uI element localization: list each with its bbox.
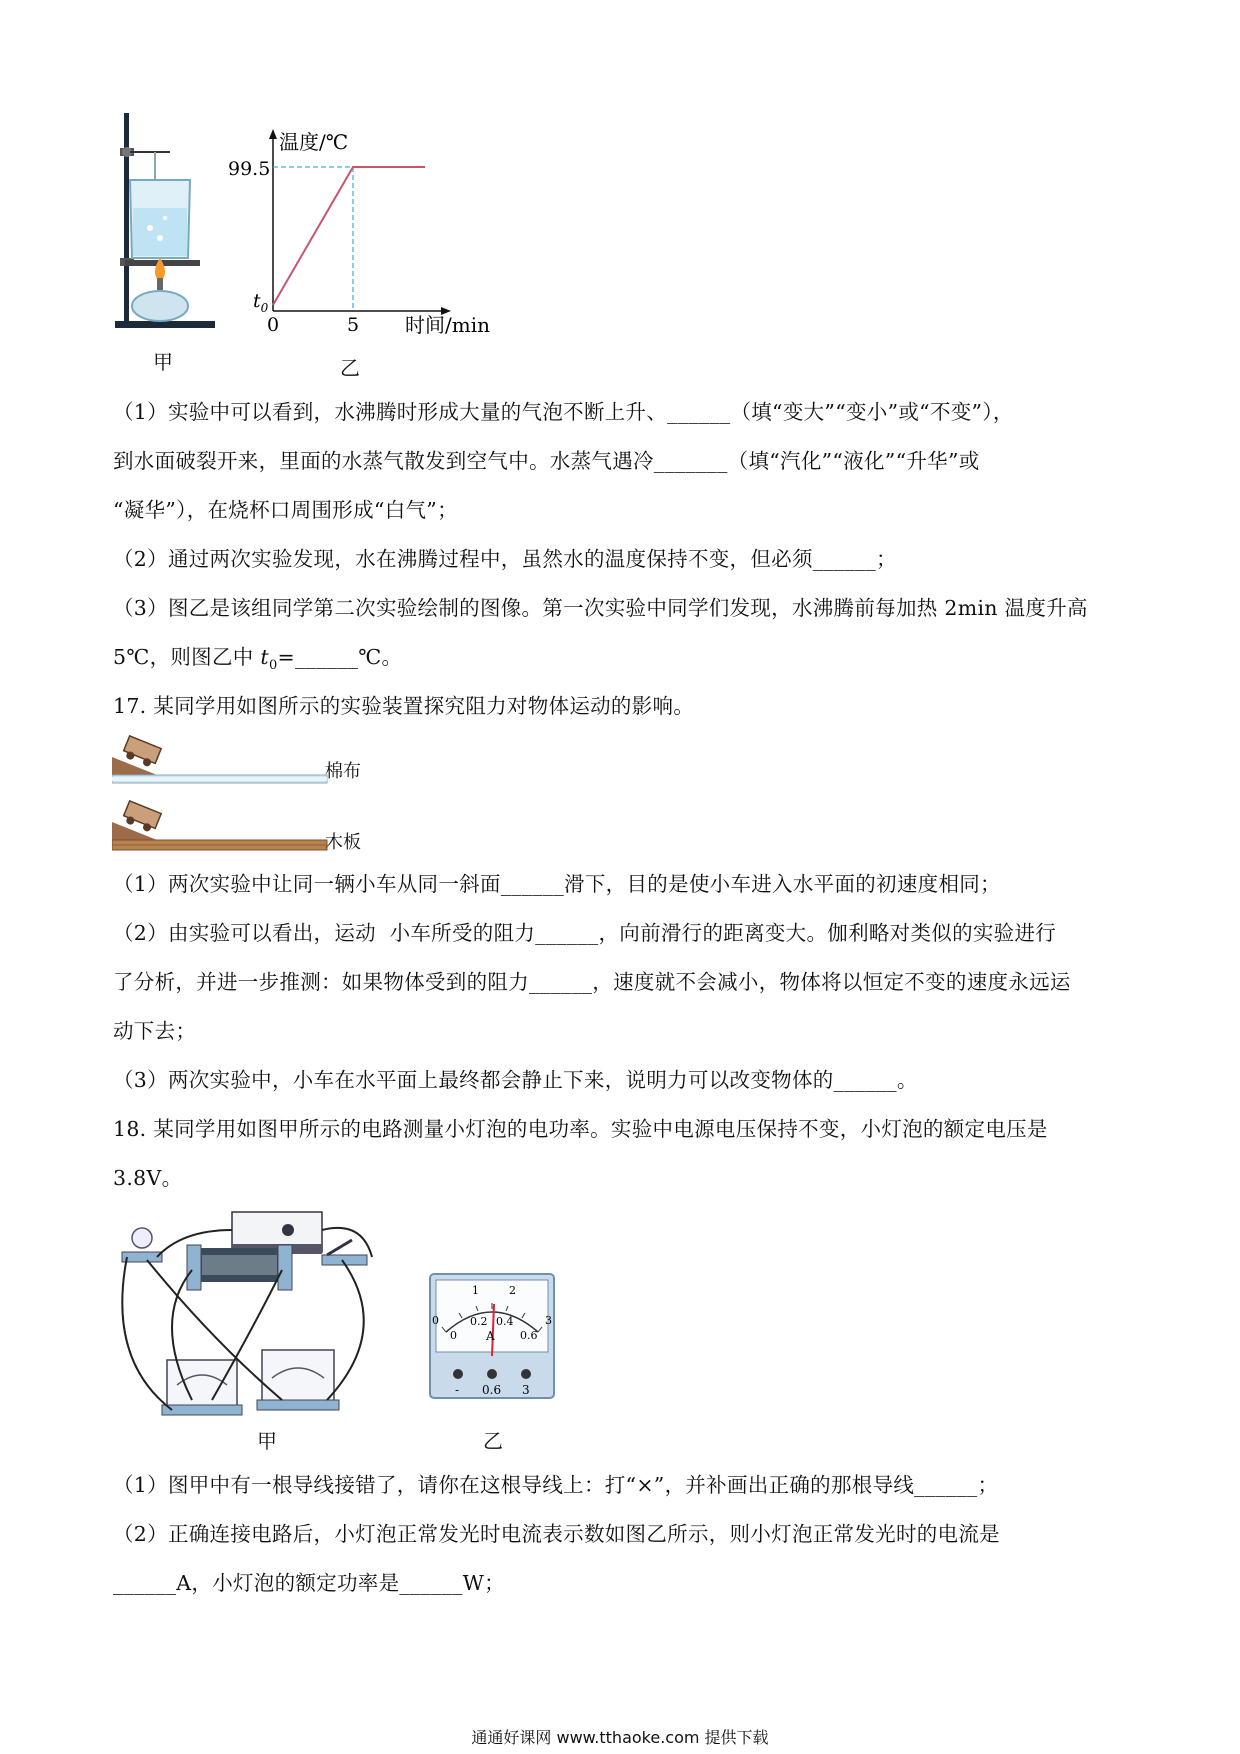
fig16-label-yi: 乙: [340, 356, 360, 380]
temperature-time-graph: [225, 125, 505, 340]
terminal-3: 3: [522, 1383, 530, 1397]
q18-title-line1: 18. 某同学用如图甲所示的电路测量小灯泡的电功率。实验中电源电压保持不变，小灯泡的额定电压是: [113, 1117, 1048, 1141]
q17-title: 17. 某同学用如图所示的实验装置探究阻力对物体运动的影响。: [113, 694, 695, 718]
scale-bottom-0-6: 0.6: [520, 1329, 538, 1342]
q18-part2-line2: ______A，小灯泡的额定功率是______W；: [113, 1571, 505, 1595]
scale-top-0: 0: [432, 1314, 439, 1327]
x-tick-0: 0: [267, 314, 280, 336]
scale-top-3: 3: [545, 1314, 552, 1327]
scale-bottom-0-4: 0.4: [496, 1315, 514, 1328]
incline-board-figure: [112, 800, 332, 855]
label-board: 木板: [325, 832, 361, 853]
q17-part2-line3: 动下去；: [113, 1019, 197, 1043]
q17-part3: （3）两次实验中，小车在水平面上最终都会静止下来，说明力可以改变物体的______。: [113, 1068, 918, 1092]
q18-part2-line1: （2）正确连接电路后，小灯泡正常发光时电流表示数如图乙所示，则小灯泡正常发光时的电流是: [113, 1522, 1000, 1546]
fig16-label-jia: 甲: [153, 350, 173, 374]
q16-part2: （2）通过两次实验发现，水在沸腾过程中，虽然水的温度保持不变，但必须______；: [113, 547, 897, 571]
ammeter-reading-figure: [428, 1272, 558, 1402]
q17-part1: （1）两次实验中让同一辆小车从同一斜面______滑下，目的是使小车进入水平面的初速度相同；: [113, 872, 1001, 896]
terminal-0-6: 0.6: [482, 1383, 502, 1397]
scale-top-2: 2: [509, 1284, 516, 1297]
y-tick-99-5: 99.5: [228, 158, 271, 180]
q16-part1-line1: （1）实验中可以看到，水沸腾时形成大量的气泡不断上升、______（填“变大”“变小”或“不变”），: [113, 400, 1014, 424]
incline-cloth-figure: [112, 735, 332, 787]
scale-bottom-0-2: 0.2: [470, 1315, 488, 1328]
q16-part3-line1: （3）图乙是该组同学第二次实验绘制的图像。第一次实验中同学们发现，水沸腾前每加热 2min 温度升高: [113, 596, 1088, 620]
fig18-label-jia: 甲: [257, 1429, 277, 1453]
q16-part1-line3: “凝华”），在烧杯口周围形成“白气”；: [113, 498, 458, 522]
y-tick-t0: $t_0$: [253, 290, 269, 315]
scale-top-1: 1: [472, 1284, 479, 1297]
fig18-label-yi: 乙: [483, 1429, 503, 1453]
q18-title-line2: 3.8V。: [113, 1166, 183, 1190]
q17-part2-line1: （2）由实验可以看出，运动 小车所受的阻力______，向前滑行的距离变大。伽利略对类似的实验进行: [113, 921, 1057, 945]
x-axis-label: 时间/min: [405, 313, 490, 337]
terminal-minus: -: [455, 1383, 460, 1397]
y-axis-label: 温度/℃: [279, 130, 349, 154]
circuit-figure: [112, 1210, 402, 1425]
meter-unit: A: [486, 1329, 495, 1343]
q17-part2-line2: 了分析，并进一步推测：如果物体受到的阻力______，速度就不会减小，物体将以恒定不变的速度永远运: [113, 970, 1071, 994]
scale-bottom-0: 0: [450, 1329, 457, 1342]
boiling-apparatus-figure: [110, 108, 220, 333]
q16-part3-line2: 5℃，则图乙中 $t_0=\_\_\_\_\_\_℃$。: [113, 645, 403, 674]
label-cloth: 棉布: [325, 761, 361, 782]
q16-part1-line2: 到水面破裂开来，里面的水蒸气散发到空气中。水蒸气遇冷_______（填“汽化”“液化”“升华”或: [113, 449, 980, 473]
page-footer: 通通好课网 www.tthaoke.com 提供下载: [471, 1728, 769, 1747]
x-tick-5: 5: [347, 314, 360, 336]
q18-part1: （1）图甲中有一根导线接错了，请你在这根导线上：打“×”，并补画出正确的那根导线______；: [113, 1473, 999, 1497]
